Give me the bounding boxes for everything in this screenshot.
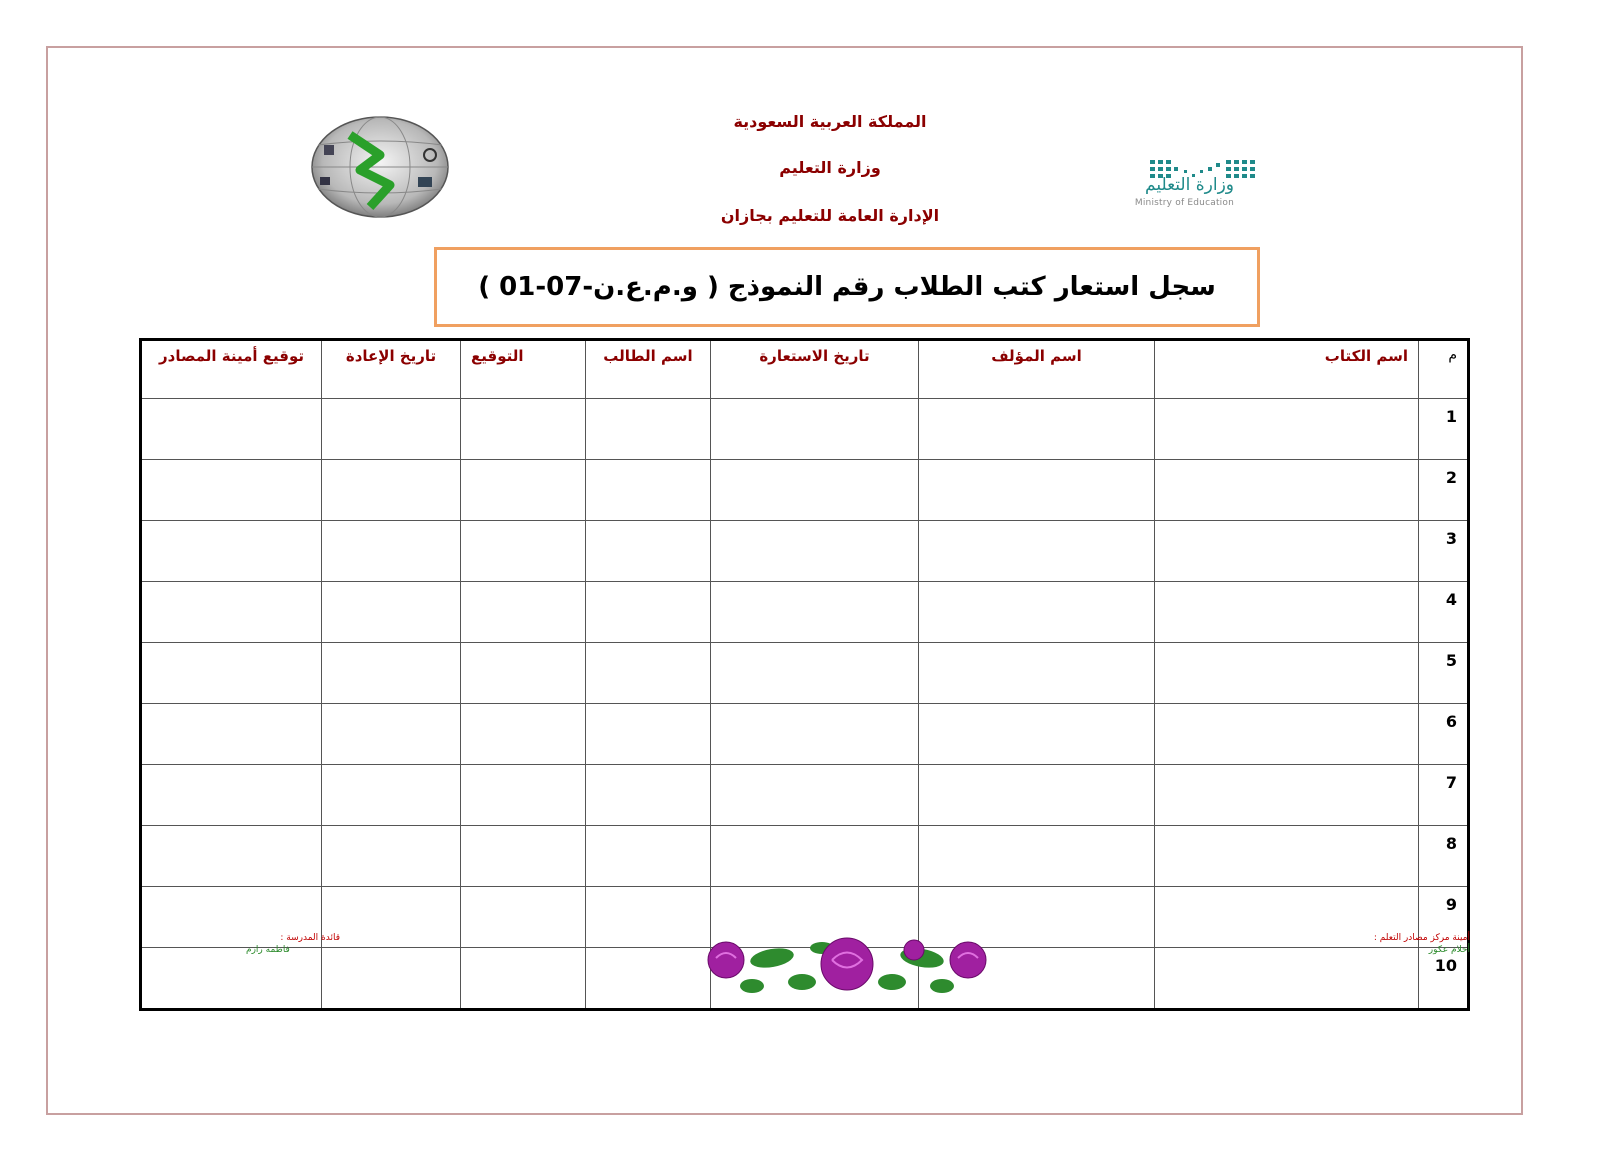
empty-entry-cell[interactable] bbox=[586, 582, 711, 643]
empty-entry-cell[interactable] bbox=[141, 582, 322, 643]
empty-entry-cell[interactable] bbox=[919, 643, 1155, 704]
footer-principal-label: قائدة المدرسة : bbox=[280, 933, 340, 943]
empty-entry-cell[interactable] bbox=[919, 765, 1155, 826]
empty-entry-cell[interactable] bbox=[461, 948, 586, 1010]
empty-entry-cell[interactable] bbox=[1155, 704, 1419, 765]
footer-librarian-name: أحلام عكور bbox=[1428, 945, 1470, 955]
empty-entry-cell[interactable] bbox=[141, 704, 322, 765]
empty-entry-cell[interactable] bbox=[322, 887, 461, 948]
empty-entry-cell[interactable] bbox=[141, 948, 322, 1010]
empty-entry-cell[interactable] bbox=[919, 582, 1155, 643]
table-row bbox=[141, 643, 1469, 704]
empty-entry-cell[interactable] bbox=[322, 643, 461, 704]
empty-entry-cell[interactable] bbox=[586, 521, 711, 582]
empty-entry-cell[interactable] bbox=[322, 765, 461, 826]
column-header-return-date: تاريخ الإعادة bbox=[322, 340, 461, 399]
empty-entry-cell[interactable] bbox=[711, 399, 919, 460]
column-header-student-name: اسم الطالب bbox=[586, 340, 711, 399]
empty-entry-cell[interactable] bbox=[1155, 460, 1419, 521]
table-row bbox=[141, 826, 1469, 887]
column-header-number: م bbox=[1419, 340, 1469, 399]
empty-entry-cell[interactable] bbox=[919, 460, 1155, 521]
empty-entry-cell[interactable] bbox=[711, 704, 919, 765]
column-header-signature: التوقيع bbox=[461, 340, 586, 399]
empty-entry-cell[interactable] bbox=[461, 582, 586, 643]
footer-librarian-label: أمينة مركز مصادر التعلم : bbox=[1373, 933, 1470, 943]
row-number-cell: 1 bbox=[1419, 399, 1469, 460]
footer-principal bbox=[230, 932, 340, 956]
table-row bbox=[141, 521, 1469, 582]
empty-entry-cell[interactable] bbox=[461, 460, 586, 521]
form-title: سجل استعار كتب الطلاب رقم النموذج ( و.م.ع.ن-07-01 ) bbox=[478, 272, 1216, 302]
empty-entry-cell[interactable] bbox=[322, 582, 461, 643]
table-row bbox=[141, 399, 1469, 460]
table-row bbox=[141, 704, 1469, 765]
table-header-row bbox=[141, 340, 1469, 399]
empty-entry-cell[interactable] bbox=[711, 765, 919, 826]
empty-entry-cell[interactable] bbox=[141, 643, 322, 704]
empty-entry-cell[interactable] bbox=[461, 704, 586, 765]
empty-entry-cell[interactable] bbox=[586, 460, 711, 521]
empty-entry-cell[interactable] bbox=[586, 948, 711, 1010]
empty-entry-cell[interactable] bbox=[461, 399, 586, 460]
empty-entry-cell[interactable] bbox=[461, 826, 586, 887]
empty-entry-cell[interactable] bbox=[711, 460, 919, 521]
ministry-logo-arabic: وزارة التعليم bbox=[1145, 175, 1234, 195]
empty-entry-cell[interactable] bbox=[586, 643, 711, 704]
table-row bbox=[141, 582, 1469, 643]
empty-entry-cell[interactable] bbox=[711, 643, 919, 704]
empty-entry-cell[interactable] bbox=[141, 765, 322, 826]
empty-entry-cell[interactable] bbox=[461, 643, 586, 704]
form-title-box bbox=[434, 247, 1260, 327]
empty-entry-cell[interactable] bbox=[586, 765, 711, 826]
empty-entry-cell[interactable] bbox=[1155, 826, 1419, 887]
empty-entry-cell[interactable] bbox=[586, 887, 711, 948]
empty-entry-cell[interactable] bbox=[1155, 521, 1419, 582]
row-number-cell: 7 bbox=[1419, 765, 1469, 826]
empty-entry-cell[interactable] bbox=[586, 826, 711, 887]
empty-entry-cell[interactable] bbox=[322, 826, 461, 887]
row-number-cell: 2 bbox=[1419, 460, 1469, 521]
empty-entry-cell[interactable] bbox=[919, 521, 1155, 582]
row-number-cell: 10 bbox=[1419, 948, 1469, 1010]
book-loan-register-table bbox=[139, 338, 1470, 1011]
row-number-cell: 9 bbox=[1419, 887, 1469, 948]
empty-entry-cell[interactable] bbox=[586, 399, 711, 460]
row-number-cell: 5 bbox=[1419, 643, 1469, 704]
empty-entry-cell[interactable] bbox=[1155, 643, 1419, 704]
column-header-author-name: اسم المؤلف bbox=[919, 340, 1155, 399]
table-row bbox=[141, 460, 1469, 521]
empty-entry-cell[interactable] bbox=[711, 582, 919, 643]
roses-decoration bbox=[702, 930, 992, 1000]
header-kingdom: المملكة العربية السعودية bbox=[733, 112, 927, 131]
empty-entry-cell[interactable] bbox=[141, 460, 322, 521]
footer-principal-name: فاطمه رازم bbox=[246, 945, 290, 955]
empty-entry-cell[interactable] bbox=[919, 399, 1155, 460]
row-number-cell: 4 bbox=[1419, 582, 1469, 643]
column-header-librarian-signature: توقيع أمينة المصادر bbox=[141, 340, 322, 399]
row-number-cell: 3 bbox=[1419, 521, 1469, 582]
header-directorate: الإدارة العامة للتعليم بجازان bbox=[720, 206, 940, 225]
empty-entry-cell[interactable] bbox=[1155, 399, 1419, 460]
empty-entry-cell[interactable] bbox=[461, 765, 586, 826]
empty-entry-cell[interactable] bbox=[322, 460, 461, 521]
empty-entry-cell[interactable] bbox=[322, 948, 461, 1010]
empty-entry-cell[interactable] bbox=[1155, 582, 1419, 643]
row-number-cell: 8 bbox=[1419, 826, 1469, 887]
row-number-cell: 6 bbox=[1419, 704, 1469, 765]
empty-entry-cell[interactable] bbox=[141, 826, 322, 887]
learning-resources-globe-logo bbox=[310, 115, 450, 220]
empty-entry-cell[interactable] bbox=[1155, 948, 1419, 1010]
empty-entry-cell[interactable] bbox=[141, 521, 322, 582]
empty-entry-cell[interactable] bbox=[586, 704, 711, 765]
column-header-loan-date: تاريخ الاستعارة bbox=[711, 340, 919, 399]
empty-entry-cell[interactable] bbox=[461, 887, 586, 948]
footer-librarian bbox=[1330, 932, 1470, 956]
empty-entry-cell[interactable] bbox=[1155, 765, 1419, 826]
empty-entry-cell[interactable] bbox=[461, 521, 586, 582]
empty-entry-cell[interactable] bbox=[322, 399, 461, 460]
empty-entry-cell[interactable] bbox=[919, 826, 1155, 887]
column-header-book-name: اسم الكتاب bbox=[1155, 340, 1419, 399]
header-ministry: وزارة التعليم bbox=[779, 158, 881, 177]
empty-entry-cell[interactable] bbox=[711, 521, 919, 582]
empty-entry-cell[interactable] bbox=[141, 399, 322, 460]
ministry-logo-english: Ministry of Education bbox=[1134, 198, 1234, 208]
empty-entry-cell[interactable] bbox=[322, 704, 461, 765]
empty-entry-cell[interactable] bbox=[919, 704, 1155, 765]
table-row bbox=[141, 765, 1469, 826]
empty-entry-cell[interactable] bbox=[711, 826, 919, 887]
empty-entry-cell[interactable] bbox=[322, 521, 461, 582]
